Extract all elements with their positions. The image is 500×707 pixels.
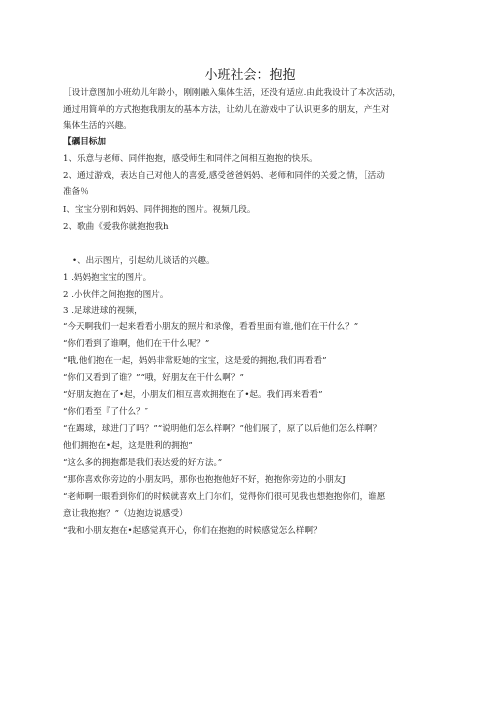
section-heading: 准备％: [63, 187, 89, 197]
text-line: 意让我抱抱？”（边抱边说感受）: [63, 509, 188, 519]
text-line: I、宝宝分别和妈妈、同伴拥抱的图片。视频几段。: [63, 205, 256, 215]
text-line: “哦,他们抱在一起，妈妈非常贬她的宝宝，这是爱的拥抱,我们再看看”: [63, 356, 327, 366]
text-line: ［设计意图加小班幼儿年龄小，刚刚融入集体生活，还没有适应.由此我设计了本次活动，: [63, 88, 401, 98]
text-line: 2、歌曲《爱我你就抱抱我h: [63, 222, 169, 232]
text-line: 1 .妈妈抱宝宝的图片。: [63, 273, 152, 283]
text-line: “那你喜欢你旁边的小朋友吗，那你也抱抱他好不好，抱抱你旁边的小朋友J: [63, 475, 346, 485]
text-line: 他们拥抱在•起，这是胜利的拥抱”: [63, 441, 193, 451]
text-line: “这么多的拥抱都是我们表达爱的好方法。”: [63, 458, 223, 468]
text-line: “你们看到了谁啊，他们在干什么呢？”: [63, 339, 210, 349]
document-title: 小班社会：抱抱: [204, 68, 296, 83]
text-line: “在踢球，球进门了吗？”“说明他们怎么样啊？”他们展了，原了以后他们怎么样啊？: [63, 424, 382, 434]
text-line: “你们看至『了什么？″: [63, 407, 148, 417]
text-line: “老师啊一眼看到你们的时候就喜欢上门尔们，觉得你们很可见我也想抱抱你们，谁愿: [63, 492, 386, 502]
text-line: 2、通过游戏，表达自己对他人的喜爱,感受爸爸妈妈、老师和同伴的关爱之情，［活动: [63, 171, 385, 181]
text-line: “今天啊我们一起来看看小朋友的照片和录像，看看里面有谁,他们在干什么？”: [63, 322, 359, 332]
text-line: 3 .足球进球的视频，: [63, 306, 143, 316]
text-line: “我和小朋友抱在•起感觉真开心，你们在抱抱的时候感觉怎么样啊？: [63, 526, 322, 536]
text-line: “你们又看到了谁？”“哦，好朋友在干什么啊？”: [63, 373, 244, 383]
text-line: 集体生活的兴趣。: [63, 121, 132, 131]
section-heading: 【礪目标加: [63, 137, 106, 147]
text-line: •、出示图片，引起幼儿谈话的兴趣。: [72, 256, 215, 266]
text-line: 通过用简单的方式抱抱我朋友的基本方法，让幼儿在游戏中了认识更多的朋友，产生对: [63, 105, 390, 115]
text-line: “好朋友抱在了•起，小朋友们相互喜欢拥抱在了•起。我们再来看看”: [63, 390, 323, 400]
text-line: 2 .小伙伴之间抱抱的图片。: [63, 290, 169, 300]
text-line: 1、乐意与老师、同伴抱抱，感受师生和同伴之间相互抱抱的快乐。: [63, 154, 318, 164]
